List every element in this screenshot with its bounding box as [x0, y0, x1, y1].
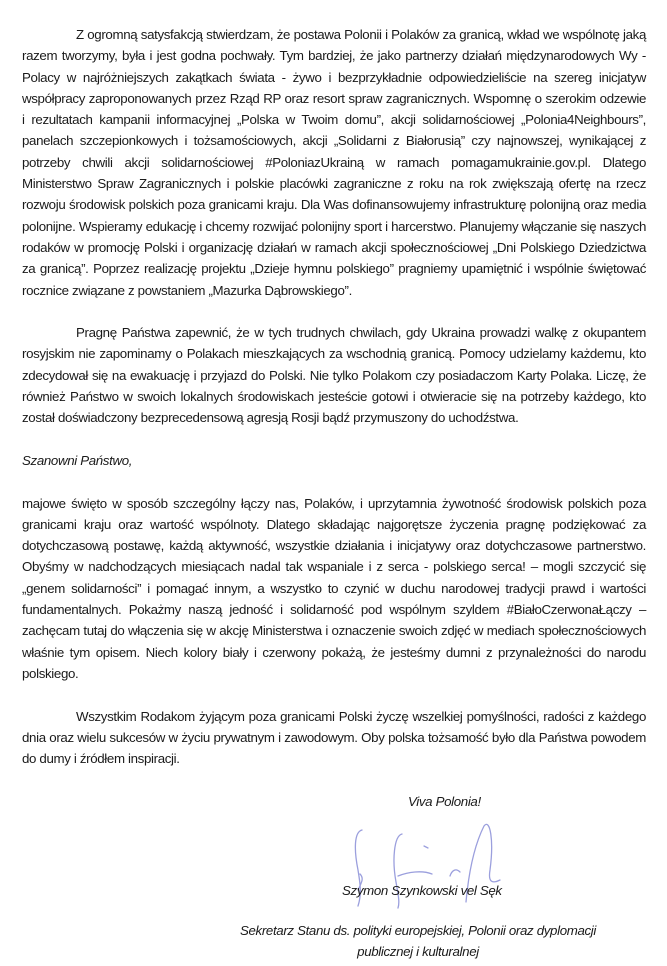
signer-name: Szymon Szynkowski vel Sęk [342, 882, 502, 898]
greeting: Szanowni Państwo, [22, 452, 133, 468]
letter-page [22, 24, 646, 960]
signer-title-line-1: Sekretarz Stanu ds. polityki europejskiej, Polonii oraz dyplomacji [239, 922, 597, 938]
paragraph-ukraine: Pragnę Państwa zapewnić, że w tych trudnych chwilach, gdy Ukraina prowadzi walkę z okupantem rosyjskim nie zapominamy o Polakach mieszkających za wschodnią granicą. Pomocy udzielamy każdemu, kto zdecydował się na ewakuację i przyjazd do Polski. Nie tylko Polakom czy posiadaczom Karty Polaka. Liczę, że również Państwo w swoich lokalnych środowiskach jesteście gotowi i otwieracie się na potrzeby każdego, kto został doświadczony bezprecedensową agresją Rosji bądź przymuszony do uchodźstwa. [22, 325, 646, 426]
paragraph-wishes: Wszystkim Rodakom żyjącym poza granicami Polski życzę wszelkiej pomyślności, radości z każdego dnia oraz wielu sukcesów w życiu prywatnym i zawodowym. Oby polska tożsamość było dla Państwa powodem do dumy i źródłem inspiracji. [22, 708, 646, 767]
paragraph-intro: Z ogromną satysfakcją stwierdzam, że postawa Polonii i Polaków za granicą, wkład we wspólnotę jaką razem tworzymy, była i jest godna pochwały. Tym bardziej, że jako partnerzy działań międzynarodowych Wy - Polacy w najróżniejszych zakątkach świata - żywo i bezprzykładnie odpowiedzieliście na szereg inicjatyw współpracy zaproponowanych przez Rząd RP oraz resort spraw zagranicznych. Wspomnę o szerokim odzewie i rezultatach kampanii informacyjnej „Polska w Twoim domu”, akcji solidarnościowej „Polonia4Neighbours”, panelach szczepionkowych i tożsamościowych, akcji „Solidarni z Białorusią” czy najnowszej, wynikającej z potrzeby chwili akcji solidarnościowej #PoloniazUkrainą w ramach pomagamukrainie.gov.pl. Dlatego Ministerstwo Spraw Zagranicznych i polskie placówki zagraniczne z roku na rok zwiększają ofertę na rzecz rozwoju środowisk polskich poza granicami kraju. Dla Was dofinansowujemy infrastrukturę polonijną oraz media polonijne. Wspieramy edukację i chcemy rozwijać polonijny sport i harcerstwo. Planujemy włączanie się naszych rodaków w promocję Polski i organizację działań w ramach akcji społecznościowej „Dni Polskiego Dziedzictwa za granicą”. Poprzez realizację projektu „Dzieje hymnu polskiego” pragniemy upamiętnić i wspólnie świętować rocznice związane z powstaniem „Mazurka Dąbrowskiego”. [22, 27, 646, 298]
signature-block [22, 812, 646, 960]
closing-salutation: Viva Polonia! [408, 793, 481, 809]
signer-title-line-2: publicznej i kulturalnej [357, 944, 479, 960]
paragraph-may-holiday: majowe święto w sposób szczególny łączy nas, Polaków, i uprzytamnia żywotność środowisk polskich poza granicami kraju oraz wartość wspólnoty. Dlatego składając najgorętsze życzenia pragnę podziękować za dotychczasową postawę, każdą aktywność, wszystkie działania i inicjatywy oraz dotychczasowe partnerstwo. Obyśmy w nadchodzących miesiącach nadal tak wspaniale i z serca - polskiego serca! – mogli szczycić się „genem solidarności” i pomagać innym, a wszystko to czynić w duchu narodowej tradycji prawd i wartości fundamentalnych. Pokażmy naszą jedność i solidarność pod wspólnym szyldem #BiałoCzerwonaŁączy – zachęcam tutaj do włączenia się w akcję Ministerstwa i oznaczenie swoich zdjęć w mediach społecznościowych właśnie tym opisem. Niech kolory biały i czerwony pokażą, że jesteśmy dumni z przynależności do narodu polskiego. [22, 495, 646, 681]
signer-title [208, 920, 628, 963]
